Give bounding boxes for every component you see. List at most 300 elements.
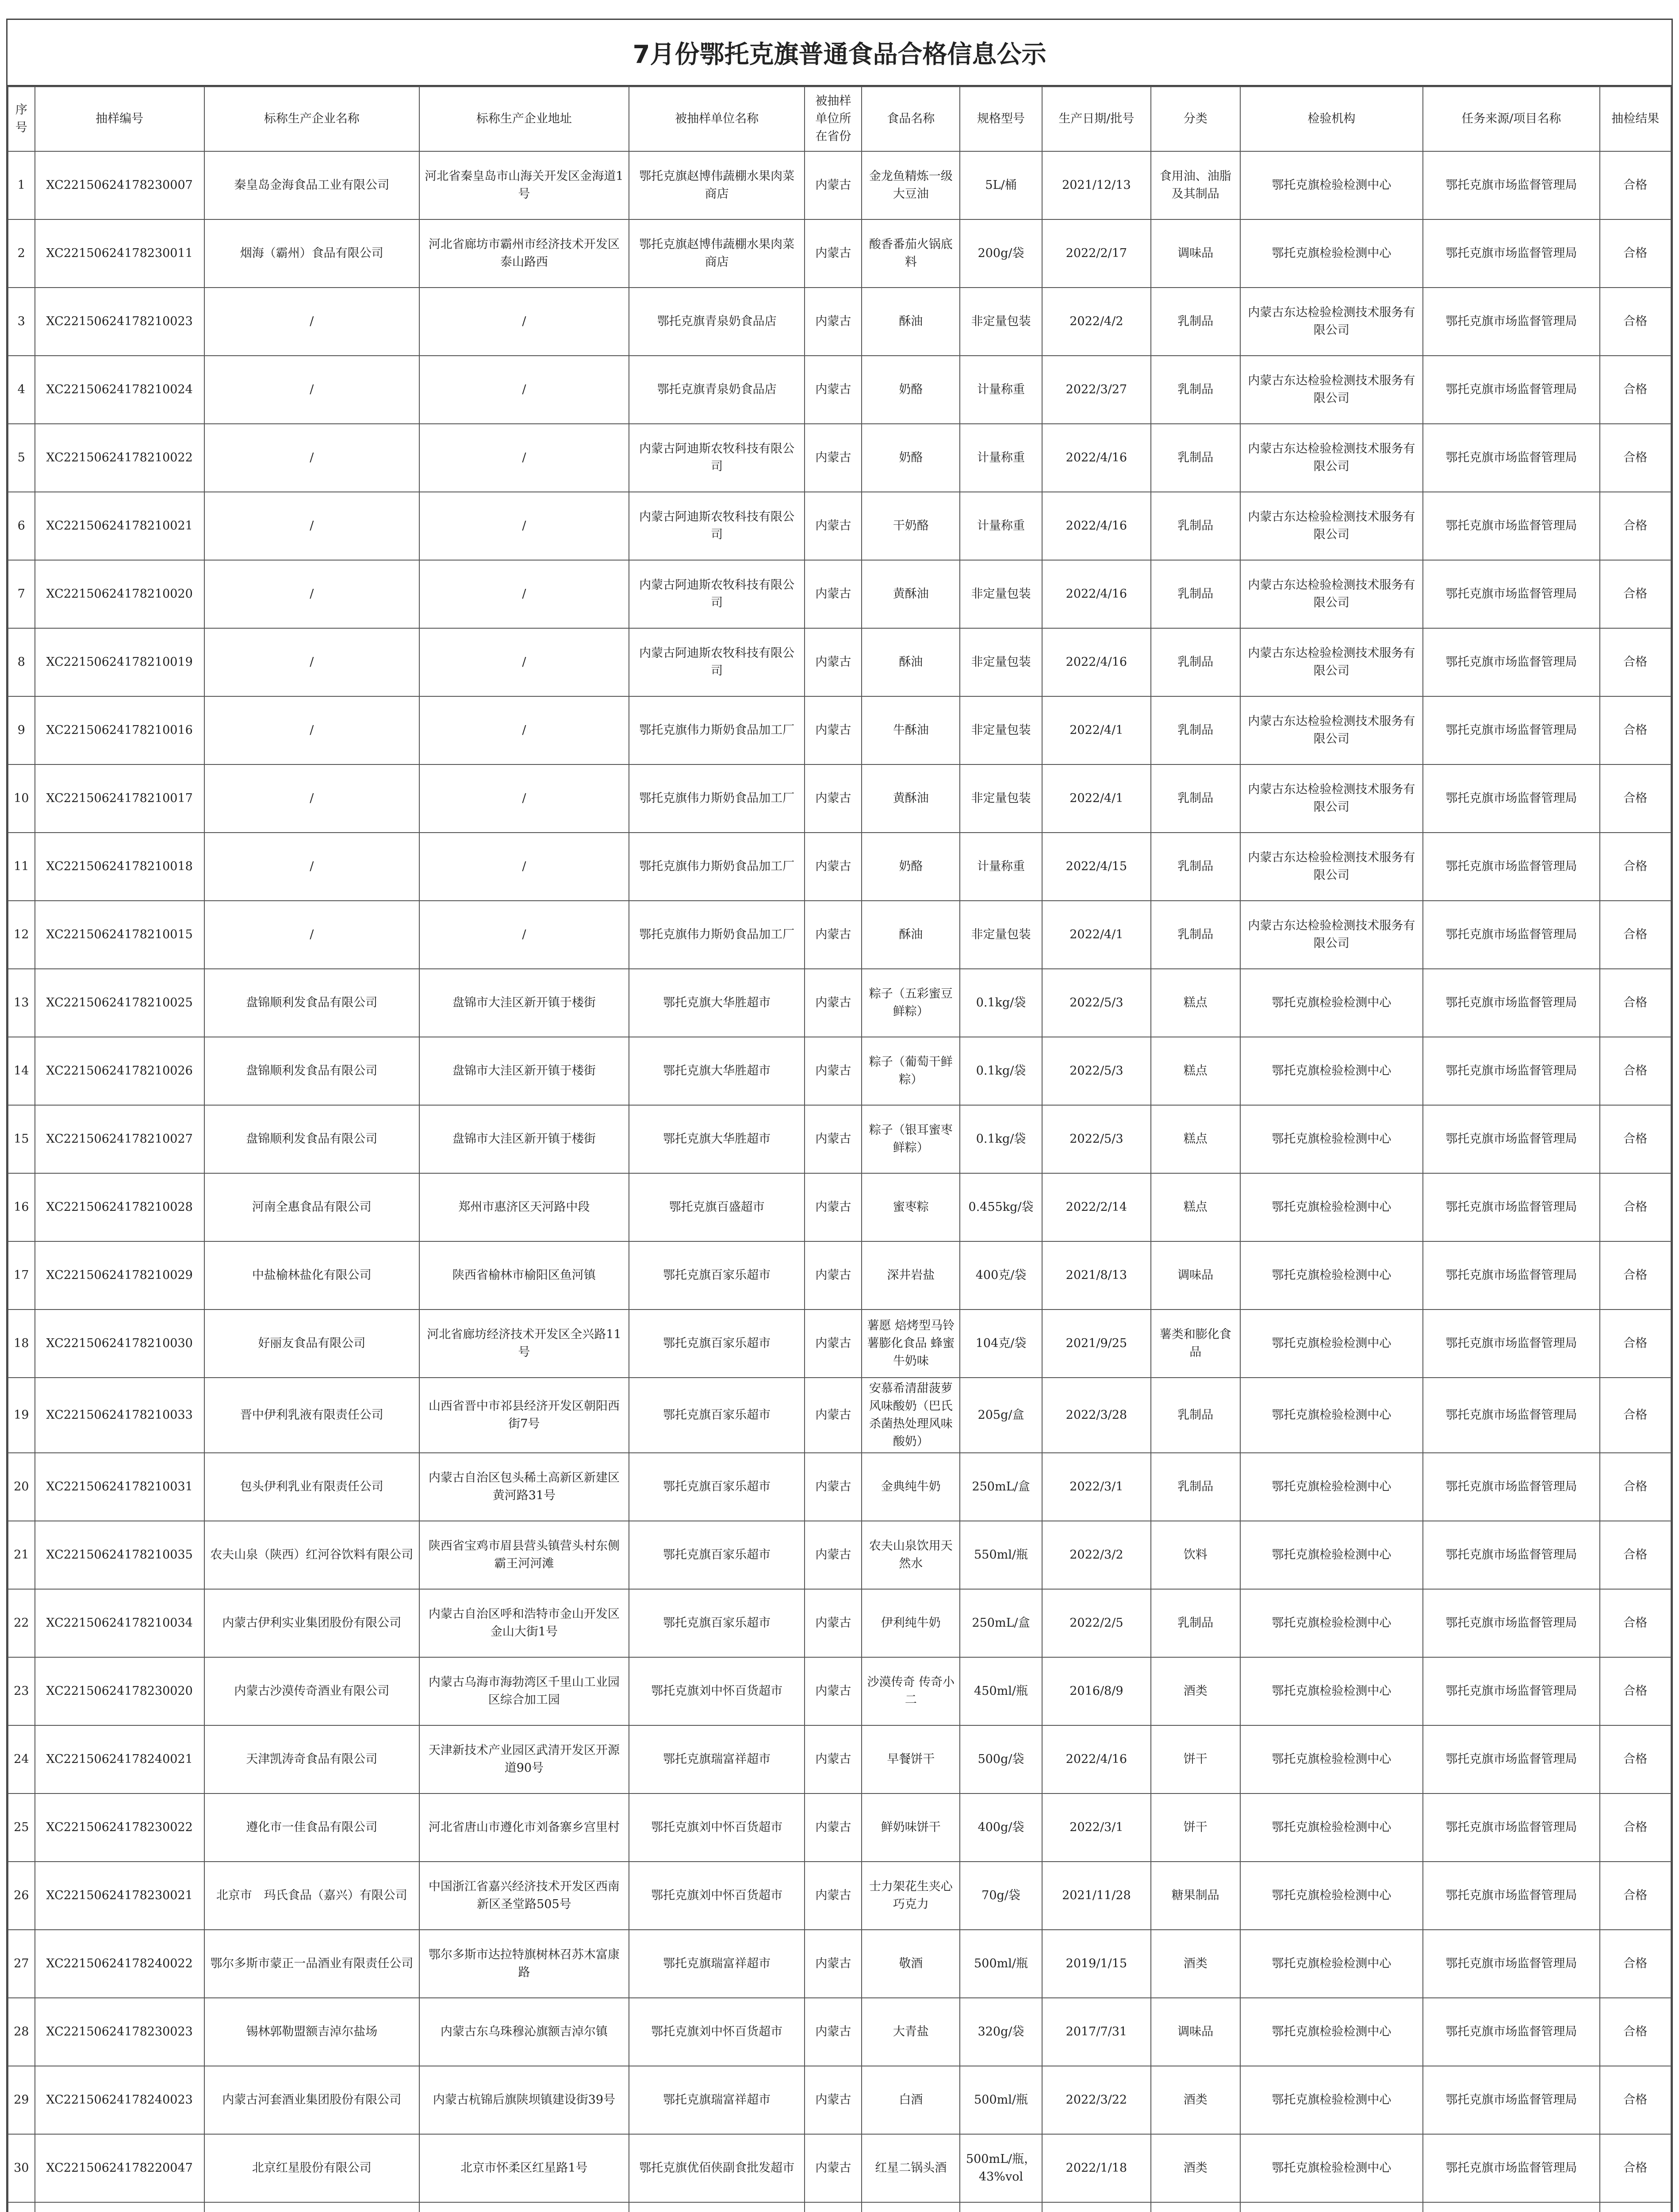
table-cell: 鄂托克旗市场监督管理局	[1423, 356, 1599, 424]
table-cell: 内蒙古	[805, 1310, 862, 1378]
table-cell: 内蒙古	[805, 628, 862, 696]
table-cell: 2022/3/22	[1042, 2066, 1151, 2134]
table-cell: 内蒙古东乌珠穆沁旗额吉淖尔镇	[419, 1998, 629, 2066]
table-cell: 内蒙古	[805, 1105, 862, 1173]
table-cell: 鄂托克旗检验检测中心	[1240, 1105, 1423, 1173]
table-cell: 鄂托克旗大华胜超市	[629, 1105, 805, 1173]
table-cell: 内蒙古阿迪斯农牧科技有限公司	[629, 492, 805, 560]
table-cell: 士力架花生夹心巧克力	[862, 1862, 960, 1930]
column-header: 生产日期/批号	[1042, 87, 1151, 151]
table-cell: 食用油、油脂及其制品	[1151, 151, 1240, 219]
table-cell: /	[204, 764, 419, 833]
table-cell: 6	[8, 492, 35, 560]
table-cell: 26	[8, 1862, 35, 1930]
table-cell: 30	[8, 2134, 35, 2202]
table-cell: 鄂托克旗市场监督管理局	[1423, 1241, 1599, 1310]
table-cell: 伊利纯牛奶	[862, 1589, 960, 1657]
table-cell: 鄂托克旗检验检测中心	[1240, 1930, 1423, 1998]
table-cell: 鄂托克旗市场监督管理局	[1423, 424, 1599, 492]
table-cell	[629, 2202, 805, 2212]
table-cell: /	[419, 628, 629, 696]
table-cell	[419, 2202, 629, 2212]
table-cell: 13	[8, 969, 35, 1037]
table-cell: 500ml/瓶	[960, 1930, 1042, 1998]
table-cell: 70g/袋	[960, 1862, 1042, 1930]
table-cell: 鲜奶味饼干	[862, 1793, 960, 1862]
table-cell: 250mL/盒	[960, 1453, 1042, 1521]
table-cell: 10	[8, 764, 35, 833]
table-cell: 好丽友食品有限公司	[204, 1310, 419, 1378]
table-cell: 2022/4/16	[1042, 560, 1151, 628]
table-cell: 内蒙古	[805, 901, 862, 969]
table-cell: 酥油	[862, 628, 960, 696]
table-cell: 鄂托克旗市场监督管理局	[1423, 560, 1599, 628]
table-cell: 粽子（五彩蜜豆鲜粽）	[862, 969, 960, 1037]
table-cell: 乳制品	[1151, 424, 1240, 492]
table-cell: 5	[8, 424, 35, 492]
announcement-sheet	[6, 19, 1673, 2212]
table-cell: 鄂托克旗伟力斯奶食品加工厂	[629, 833, 805, 901]
table-cell: 内蒙古	[805, 1037, 862, 1105]
table-row	[8, 2066, 1671, 2134]
table-cell: 天津新技术产业园区武清开发区开源道90号	[419, 1725, 629, 1793]
table-cell: 合格	[1600, 1589, 1671, 1657]
table-cell: 鄂托克旗赵博伟蔬棚水果肉菜商店	[629, 151, 805, 219]
table-cell: XC22150624178230020	[35, 1657, 204, 1725]
table-cell: 内蒙古	[805, 1173, 862, 1241]
table-cell: 粽子（银耳蜜枣鲜粽）	[862, 1105, 960, 1173]
table-cell: 安慕希清甜菠萝风味酸奶（巴氏杀菌热处理风味酸奶）	[862, 1378, 960, 1453]
table-cell: 鄂托克旗市场监督管理局	[1423, 1862, 1599, 1930]
table-cell: 内蒙古	[805, 764, 862, 833]
table-cell: 合格	[1600, 1521, 1671, 1589]
table-cell: 鄂托克旗市场监督管理局	[1423, 1453, 1599, 1521]
table-row	[8, 219, 1671, 288]
table-cell: /	[204, 696, 419, 764]
table-row	[8, 1930, 1671, 1998]
table-cell: 鄂托克旗检验检测中心	[1240, 1241, 1423, 1310]
table-cell: 12	[8, 901, 35, 969]
table-cell: 0.1kg/袋	[960, 1037, 1042, 1105]
table-cell: 合格	[1600, 628, 1671, 696]
table-cell: 鄂托克旗青泉奶食品店	[629, 356, 805, 424]
column-header: 任务来源/项目名称	[1423, 87, 1599, 151]
table-cell: 鄂托克旗伟力斯奶食品加工厂	[629, 764, 805, 833]
table-cell: 干奶酪	[862, 492, 960, 560]
table-cell: XC22150624178240022	[35, 1930, 204, 1998]
table-cell: 2022/4/15	[1042, 833, 1151, 901]
table-cell: 河南全惠食品有限公司	[204, 1173, 419, 1241]
table-cell: 中盐榆林盐化有限公司	[204, 1241, 419, 1310]
table-cell: 非定量包装	[960, 696, 1042, 764]
table-cell: 内蒙古	[805, 560, 862, 628]
table-cell: 合格	[1600, 764, 1671, 833]
table-cell: 2016/8/9	[1042, 1657, 1151, 1725]
table-cell: 乳制品	[1151, 1378, 1240, 1453]
table-cell: 0.455kg/袋	[960, 1173, 1042, 1241]
table-cell: 饮料	[1151, 1521, 1240, 1589]
column-header: 检验机构	[1240, 87, 1423, 151]
table-cell: 鄂托克旗市场监督管理局	[1423, 1657, 1599, 1725]
table-cell: XC22150624178240021	[35, 1725, 204, 1793]
table-cell: 鄂托克旗百家乐超市	[629, 1521, 805, 1589]
table-cell: 鄂托克旗市场监督管理局	[1423, 1589, 1599, 1657]
table-cell: 2022/3/28	[1042, 1378, 1151, 1453]
table-cell: 非定量包装	[960, 628, 1042, 696]
table-cell: 205g/盒	[960, 1378, 1042, 1453]
table-cell	[1240, 2202, 1423, 2212]
table-cell: 合格	[1600, 1310, 1671, 1378]
table-cell: 320g/袋	[960, 1998, 1042, 2066]
table-cell: 鄂托克旗市场监督管理局	[1423, 492, 1599, 560]
table-cell	[8, 2202, 35, 2212]
table-cell: 鄂托克旗瑞富祥超市	[629, 2066, 805, 2134]
table-cell: 内蒙古东达检验检测技术服务有限公司	[1240, 833, 1423, 901]
table-cell: 27	[8, 1930, 35, 1998]
table-cell: 鄂托克旗优佰侠副食批发超市	[629, 2134, 805, 2202]
table-cell: 内蒙古	[805, 2066, 862, 2134]
table-cell: 合格	[1600, 1998, 1671, 2066]
table-row	[8, 969, 1671, 1037]
table-cell: XC22150624178210021	[35, 492, 204, 560]
table-cell: 白酒	[862, 2066, 960, 2134]
table-row	[8, 1310, 1671, 1378]
table-cell: 红星二锅头酒	[862, 2134, 960, 2202]
table-cell: 河北省唐山市遵化市刘备寨乡宫里村	[419, 1793, 629, 1862]
table-cell: 2021/8/13	[1042, 1241, 1151, 1310]
table-cell: 鄂托克旗检验检测中心	[1240, 1589, 1423, 1657]
table-cell: 内蒙古自治区呼和浩特市金山开发区金山大街1号	[419, 1589, 629, 1657]
table-cell: XC22150624178210017	[35, 764, 204, 833]
table-cell: XC22150624178210020	[35, 560, 204, 628]
table-cell: 15	[8, 1105, 35, 1173]
table-cell: 2022/2/17	[1042, 219, 1151, 288]
table-cell: 鄂托克旗市场监督管理局	[1423, 151, 1599, 219]
table-cell: 合格	[1600, 151, 1671, 219]
table-cell: 鄂托克旗检验检测中心	[1240, 969, 1423, 1037]
table-header-row	[8, 87, 1671, 151]
table-row	[8, 356, 1671, 424]
table-cell: 400g/袋	[960, 1793, 1042, 1862]
table-cell: 乳制品	[1151, 288, 1240, 356]
table-cell: 2022/4/1	[1042, 901, 1151, 969]
table-cell: 鄂托克旗检验检测中心	[1240, 1793, 1423, 1862]
table-row	[8, 2202, 1671, 2212]
table-cell: 内蒙古河套酒业集团股份有限公司	[204, 2066, 419, 2134]
table-cell: 内蒙古	[805, 1378, 862, 1453]
table-body	[8, 151, 1671, 2212]
table-cell: 盘锦顺利发食品有限公司	[204, 969, 419, 1037]
table-cell: 内蒙古阿迪斯农牧科技有限公司	[629, 628, 805, 696]
table-cell: 2021/9/25	[1042, 1310, 1151, 1378]
table-cell: 农夫山泉饮用天然水	[862, 1521, 960, 1589]
table-cell: 22	[8, 1589, 35, 1657]
table-cell: 酥油	[862, 288, 960, 356]
table-cell: 合格	[1600, 1657, 1671, 1725]
table-cell: 鄂托克旗市场监督管理局	[1423, 1998, 1599, 2066]
table-cell: 0.1kg/袋	[960, 969, 1042, 1037]
table-cell: 鄂托克旗市场监督管理局	[1423, 1173, 1599, 1241]
table-cell: 2022/4/2	[1042, 288, 1151, 356]
table-cell: 鄂托克旗市场监督管理局	[1423, 696, 1599, 764]
table-cell: 21	[8, 1521, 35, 1589]
table-cell: 鄂托克旗检验检测中心	[1240, 2134, 1423, 2202]
table-cell: 陕西省宝鸡市眉县营头镇营头村东侧霸王河河滩	[419, 1521, 629, 1589]
table-cell: 合格	[1600, 560, 1671, 628]
table-cell: 16	[8, 1173, 35, 1241]
table-cell: 内蒙古东达检验检测技术服务有限公司	[1240, 901, 1423, 969]
table-cell: 内蒙古	[805, 492, 862, 560]
table-row	[8, 628, 1671, 696]
table-cell: 北京红星股份有限公司	[204, 2134, 419, 2202]
table-cell: 2022/3/1	[1042, 1453, 1151, 1521]
table-cell: 3	[8, 288, 35, 356]
table-cell: 鄂托克旗检验检测中心	[1240, 1725, 1423, 1793]
table-cell: 合格	[1600, 2134, 1671, 2202]
table-cell: 蜜枣粽	[862, 1173, 960, 1241]
table-cell: 内蒙古	[805, 151, 862, 219]
table-row	[8, 1521, 1671, 1589]
table-cell: XC22150624178210023	[35, 288, 204, 356]
table-cell: 4	[8, 356, 35, 424]
table-cell: 8	[8, 628, 35, 696]
table-cell: 鄂托克旗百家乐超市	[629, 1589, 805, 1657]
table-cell: 鄂托克旗市场监督管理局	[1423, 1378, 1599, 1453]
table-cell: 糕点	[1151, 1105, 1240, 1173]
table-cell: 牛酥油	[862, 696, 960, 764]
table-cell: 内蒙古	[805, 1930, 862, 1998]
table-row	[8, 492, 1671, 560]
table-cell: 2022/2/14	[1042, 1173, 1151, 1241]
table-cell: /	[204, 492, 419, 560]
table-cell: 粽子（葡萄干鲜粽）	[862, 1037, 960, 1105]
column-header: 分类	[1151, 87, 1240, 151]
table-cell: 合格	[1600, 1037, 1671, 1105]
table-cell: XC22150624178220047	[35, 2134, 204, 2202]
table-cell: /	[204, 901, 419, 969]
column-header: 标称生产企业名称	[204, 87, 419, 151]
table-cell: 合格	[1600, 1930, 1671, 1998]
table-cell: 鄂托克旗市场监督管理局	[1423, 901, 1599, 969]
table-cell: 28	[8, 1998, 35, 2066]
table-row	[8, 764, 1671, 833]
table-cell: 合格	[1600, 833, 1671, 901]
table-cell: 400克/袋	[960, 1241, 1042, 1310]
table-cell: 饼干	[1151, 1725, 1240, 1793]
table-cell: 内蒙古	[805, 1521, 862, 1589]
table-cell: 盘锦市大洼区新开镇于楼街	[419, 969, 629, 1037]
table-cell: 2022/4/16	[1042, 492, 1151, 560]
table-cell: 500mL/瓶，43%vol	[960, 2134, 1042, 2202]
table-cell: 酒类	[1151, 1930, 1240, 1998]
table-cell: 内蒙古东达检验检测技术服务有限公司	[1240, 288, 1423, 356]
table-cell: 薯类和膨化食品	[1151, 1310, 1240, 1378]
table-cell: 19	[8, 1378, 35, 1453]
table-cell: XC22150624178210031	[35, 1453, 204, 1521]
table-cell: 合格	[1600, 1378, 1671, 1453]
table-cell: 鄂托克旗检验检测中心	[1240, 1862, 1423, 1930]
table-cell: 内蒙古东达检验检测技术服务有限公司	[1240, 764, 1423, 833]
table-cell: 2022/5/3	[1042, 1105, 1151, 1173]
table-row	[8, 1657, 1671, 1725]
table-cell: 合格	[1600, 1793, 1671, 1862]
table-row	[8, 1378, 1671, 1453]
table-cell: 内蒙古阿迪斯农牧科技有限公司	[629, 424, 805, 492]
table-cell: 晋中伊利乳液有限责任公司	[204, 1378, 419, 1453]
table-cell: 鄂托克旗百家乐超市	[629, 1378, 805, 1453]
table-row	[8, 696, 1671, 764]
table-cell: 2022/4/16	[1042, 424, 1151, 492]
table-cell: 乳制品	[1151, 628, 1240, 696]
table-cell: /	[419, 560, 629, 628]
table-cell: 计量称重	[960, 833, 1042, 901]
table-cell: 内蒙古	[805, 969, 862, 1037]
table-cell: /	[204, 833, 419, 901]
table-cell	[960, 2202, 1042, 2212]
table-cell: 25	[8, 1793, 35, 1862]
table-cell: 鄂托克旗市场监督管理局	[1423, 1521, 1599, 1589]
table-cell: 北京市怀柔区红星路1号	[419, 2134, 629, 2202]
table-cell: 计量称重	[960, 424, 1042, 492]
table-cell: 合格	[1600, 424, 1671, 492]
table-cell: 500ml/瓶	[960, 2066, 1042, 2134]
table-cell: XC22150624178210028	[35, 1173, 204, 1241]
table-cell: /	[419, 833, 629, 901]
table-cell: 非定量包装	[960, 288, 1042, 356]
table-cell	[35, 2202, 204, 2212]
table-cell: 包头伊利乳业有限责任公司	[204, 1453, 419, 1521]
table-cell: 鄂托克旗检验检测中心	[1240, 1037, 1423, 1105]
table-row	[8, 1862, 1671, 1930]
table-cell: 沙漠传奇 传奇小二	[862, 1657, 960, 1725]
table-cell	[1423, 2202, 1599, 2212]
column-header: 食品名称	[862, 87, 960, 151]
table-cell: 内蒙古	[805, 1241, 862, 1310]
table-cell: 内蒙古	[805, 1657, 862, 1725]
table-cell: /	[419, 356, 629, 424]
table-cell: 内蒙古	[805, 833, 862, 901]
table-cell: 鄂托克旗市场监督管理局	[1423, 1930, 1599, 1998]
table-cell: 糖果制品	[1151, 1862, 1240, 1930]
table-cell: 鄂托克旗检验检测中心	[1240, 1310, 1423, 1378]
table-row	[8, 1037, 1671, 1105]
table-cell: 2022/4/16	[1042, 1725, 1151, 1793]
table-cell: XC22150624178230023	[35, 1998, 204, 2066]
table-cell: 盘锦市大洼区新开镇于楼街	[419, 1105, 629, 1173]
table-cell: 9	[8, 696, 35, 764]
table-cell: 非定量包装	[960, 560, 1042, 628]
table-cell: XC22150624178210030	[35, 1310, 204, 1378]
table-cell	[204, 2202, 419, 2212]
table-cell: 内蒙古沙漠传奇酒业有限公司	[204, 1657, 419, 1725]
table-cell: XC22150624178210015	[35, 901, 204, 969]
table-cell: 内蒙古	[805, 1862, 862, 1930]
table-cell: XC22150624178230007	[35, 151, 204, 219]
table-cell: 计量称重	[960, 356, 1042, 424]
table-cell: 深井岩盐	[862, 1241, 960, 1310]
table-cell: 内蒙古	[805, 1589, 862, 1657]
table-cell: XC22150624178210019	[35, 628, 204, 696]
table-cell: XC22150624178210022	[35, 424, 204, 492]
table-cell: XC22150624178240023	[35, 2066, 204, 2134]
table-cell: 鄂托克旗市场监督管理局	[1423, 764, 1599, 833]
table-cell: 合格	[1600, 356, 1671, 424]
table-cell: XC22150624178210016	[35, 696, 204, 764]
table-cell: 盘锦顺利发食品有限公司	[204, 1037, 419, 1105]
table-cell: 奶酪	[862, 833, 960, 901]
table-cell: 内蒙古	[805, 1725, 862, 1793]
table-cell: /	[419, 424, 629, 492]
table-cell: 盘锦顺利发食品有限公司	[204, 1105, 419, 1173]
table-cell: 黄酥油	[862, 764, 960, 833]
column-header: 标称生产企业地址	[419, 87, 629, 151]
table-cell: 鄂托克旗市场监督管理局	[1423, 833, 1599, 901]
table-cell: 合格	[1600, 901, 1671, 969]
table-cell: 鄂托克旗检验检测中心	[1240, 1173, 1423, 1241]
table-cell: 非定量包装	[960, 764, 1042, 833]
table-cell	[1151, 2202, 1240, 2212]
table-cell: /	[204, 356, 419, 424]
table-cell: 北京市 玛氏食品（嘉兴）有限公司	[204, 1862, 419, 1930]
table-cell: 鄂托克旗检验检测中心	[1240, 1657, 1423, 1725]
table-cell: 鄂托克旗刘中怀百货超市	[629, 1793, 805, 1862]
table-cell: 7	[8, 560, 35, 628]
table-row	[8, 1241, 1671, 1310]
table-cell: 2022/3/2	[1042, 1521, 1151, 1589]
table-cell: 天津凯涛奇食品有限公司	[204, 1725, 419, 1793]
table-cell: 2022/2/5	[1042, 1589, 1151, 1657]
table-cell: 1	[8, 151, 35, 219]
table-cell	[1042, 2202, 1151, 2212]
table-cell: 锡林郭勒盟额吉淖尔盐场	[204, 1998, 419, 2066]
table-cell: 调味品	[1151, 1998, 1240, 2066]
table-cell: 鄂托克旗大华胜超市	[629, 969, 805, 1037]
table-cell: 鄂托克旗伟力斯奶食品加工厂	[629, 696, 805, 764]
table-row	[8, 288, 1671, 356]
table-cell: 2022/1/18	[1042, 2134, 1151, 2202]
table-cell: 乳制品	[1151, 901, 1240, 969]
table-cell: 金龙鱼精炼一级大豆油	[862, 151, 960, 219]
table-cell: 2022/3/27	[1042, 356, 1151, 424]
table-cell: 2022/3/1	[1042, 1793, 1151, 1862]
table-cell: 内蒙古东达检验检测技术服务有限公司	[1240, 628, 1423, 696]
table-cell: 鄂托克旗刘中怀百货超市	[629, 1998, 805, 2066]
table-cell: 鄂托克旗瑞富祥超市	[629, 1930, 805, 1998]
table-cell: 鄂托克旗检验检测中心	[1240, 2066, 1423, 2134]
table-cell: 鄂托克旗市场监督管理局	[1423, 2066, 1599, 2134]
table-cell: 内蒙古东达检验检测技术服务有限公司	[1240, 560, 1423, 628]
table-cell: 200g/袋	[960, 219, 1042, 288]
table-cell: 调味品	[1151, 219, 1240, 288]
table-cell: 内蒙古	[805, 1998, 862, 2066]
table-cell: 乳制品	[1151, 764, 1240, 833]
table-row	[8, 1793, 1671, 1862]
table-cell: 内蒙古东达检验检测技术服务有限公司	[1240, 492, 1423, 560]
table-cell: 鄂托克旗百家乐超市	[629, 1453, 805, 1521]
table-cell: 11	[8, 833, 35, 901]
table-cell: 糕点	[1151, 969, 1240, 1037]
table-cell: 2021/12/13	[1042, 151, 1151, 219]
page-title: 7月份鄂托克旗普通食品合格信息公示	[8, 20, 1671, 86]
table-cell: 内蒙古乌海市海勃湾区千里山工业园区综合加工园	[419, 1657, 629, 1725]
table-cell: 合格	[1600, 696, 1671, 764]
table-cell: /	[419, 492, 629, 560]
table-cell: 乳制品	[1151, 356, 1240, 424]
table-cell: 鄂托克旗百家乐超市	[629, 1310, 805, 1378]
table-cell: 饼干	[1151, 1793, 1240, 1862]
table-cell: 中国浙江省嘉兴经济技术开发区西南新区圣堂路505号	[419, 1862, 629, 1930]
table-cell: 鄂托克旗检验检测中心	[1240, 1378, 1423, 1453]
